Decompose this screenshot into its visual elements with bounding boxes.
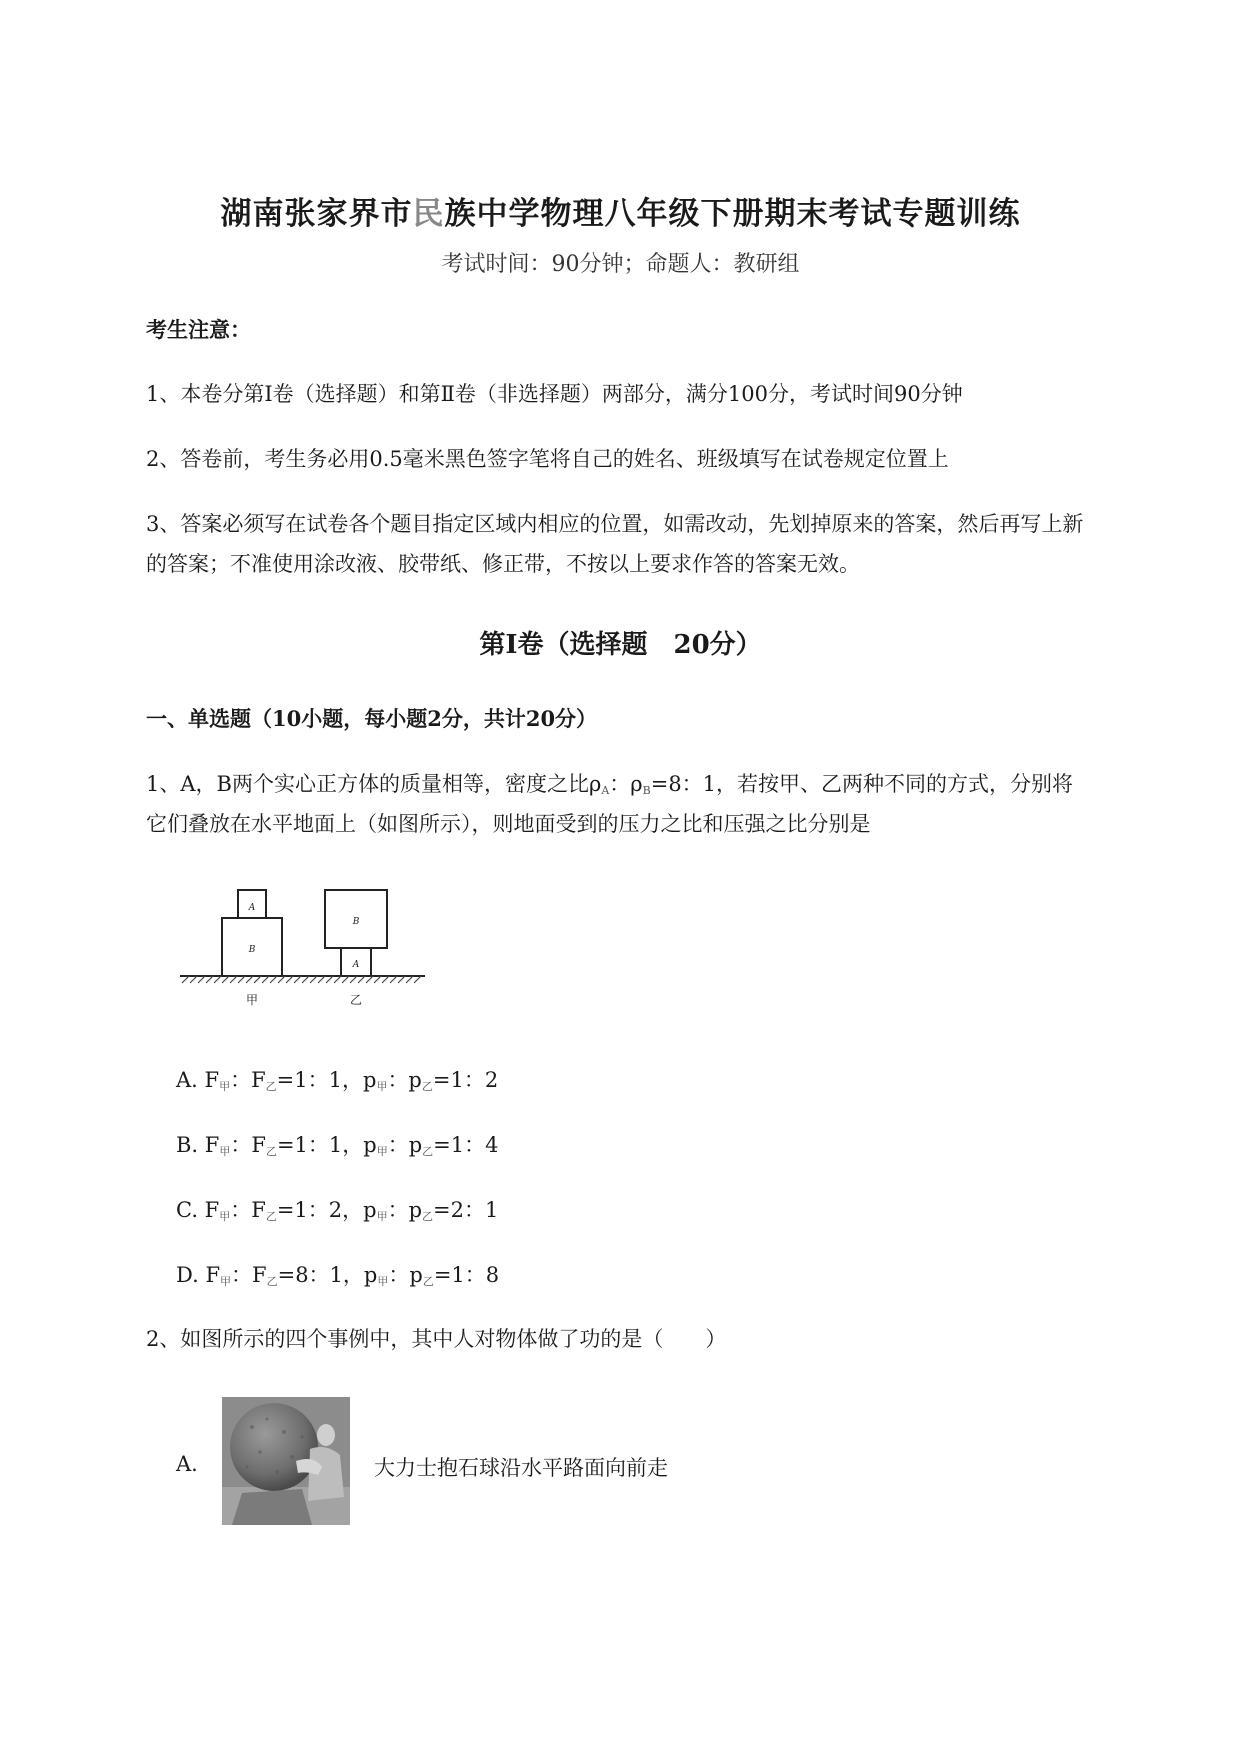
block-a-yi-label: A [352,960,360,970]
question-2-stem: 2、如图所示的四个事例中，其中人对物体做了功的是（ ） [146,1327,727,1351]
question-1-option-a: A. $F_甲$：$F_乙=1$：1，$p_甲$：$p_乙=1$：2 [176,1068,499,1093]
question-1-line-2: 它们叠放在水平地面上（如图所示），则地面受到的压力之比和压强之比分别是 [146,812,871,836]
notice-heading: 考生注意： [146,317,251,342]
question-2-option-a-letter: A. [176,1452,198,1476]
part-heading: 一、单选题（10小题，每小题2分，共计20分） [146,706,598,731]
stacked-blocks-figure [180,880,440,1010]
question-1-option-b: B. $F_甲$：$F_乙=1$：1，$p_甲$：$p_乙=1$：4 [176,1133,499,1158]
notice-item-3: 3、答案必须写在试卷各个题目指定区域内相应的位置，如需改动，先划掉原来的答案，然后再写上新 [146,512,1084,536]
notice-item-1: 1、本卷分第Ⅰ卷（选择题）和第Ⅱ卷（非选择题）两部分，满分100分，考试时间90分钟 [146,382,963,406]
notice-item-3-cont: 的答案；不准使用涂改液、胶带纸、修正带，不按以上要求作答的答案无效。 [146,552,860,576]
exam-info: 考试时间：90分钟；命题人：教研组 [441,252,800,277]
page-title: 湖南张家界市民族中学物理八年级下册期末考试专题训练 [220,196,1021,232]
notice-item-2: 2、答卷前，考生务必用0.5毫米黑色签字笔将自己的姓名、班级填写在试卷规定位置上 [146,447,949,471]
question-1-option-c: C. $F_甲$：$F_乙=1$：2，$p_甲$：$p_乙=2$：1 [176,1198,499,1223]
question-2-option-a-text: 大力士抱石球沿水平路面向前走 [374,1456,668,1480]
block-b-jia-label: B [248,945,256,955]
strongman-stone-ball-photo [222,1397,350,1525]
question-1-option-d: D. $F_甲$：$F_乙=8$：1，$p_甲$：$p_乙=1$：8 [176,1263,500,1288]
ground-hatching [182,976,421,983]
label-yi: 乙 [349,993,363,1007]
label-jia: 甲 [245,993,259,1007]
section-title: 第Ⅰ卷（选择题 20分） [479,630,762,660]
question-1-line-1: 1、A，B两个实心正方体的质量相等，密度之比$\rho_A$：$\rho_B=8$：1，若按甲、乙两种不同的方式，分别将 [146,772,1074,797]
block-a-jia-label: A [248,903,256,913]
block-b-yi-label: B [352,917,360,927]
